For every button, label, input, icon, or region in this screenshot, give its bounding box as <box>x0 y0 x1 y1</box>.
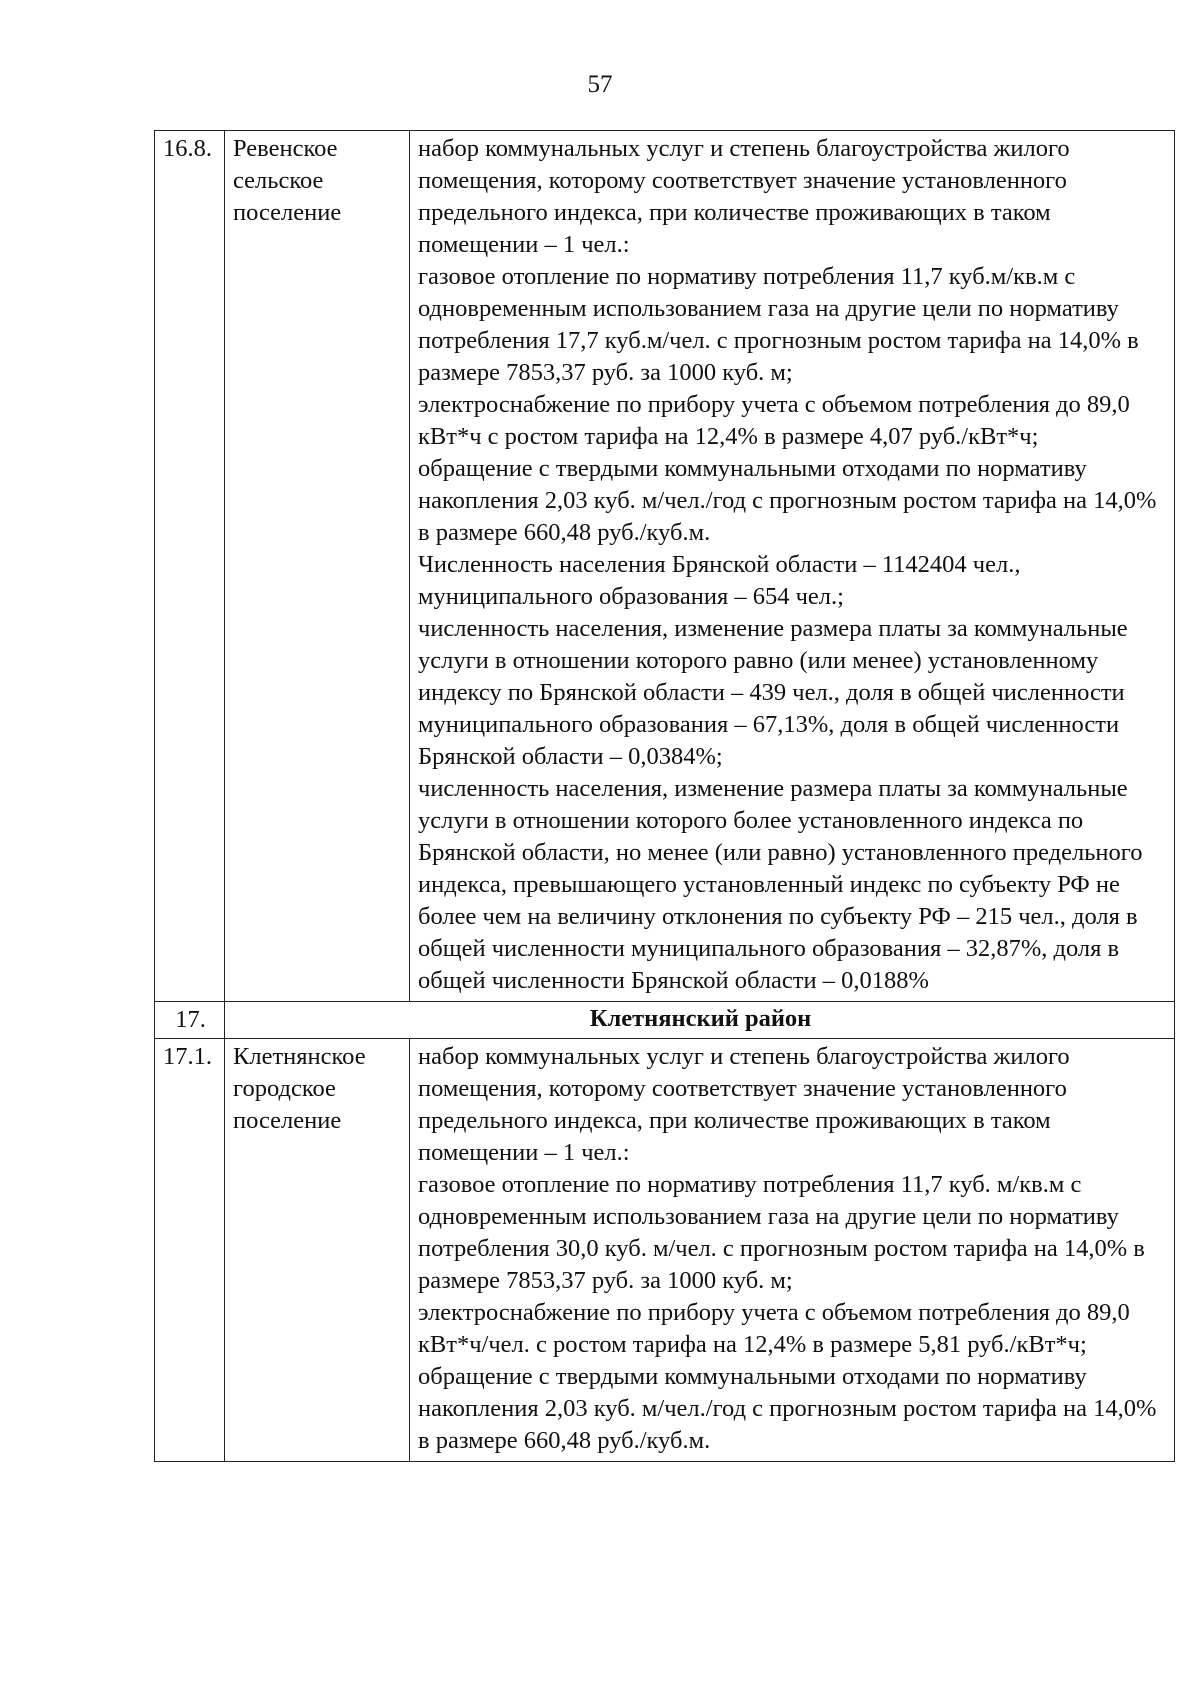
settlement-name-line: поселение <box>233 199 342 226</box>
district-row <box>155 1002 1175 1039</box>
description-paragraph: набор коммунальных услуг и степень благоустройства жилого помещения, которому соответствует значение установленного предельного индекса, при количестве проживающих в таком помещении – 1 чел.: <box>418 135 1070 258</box>
description-paragraph: численность населения, изменение размера платы за коммунальные услуги в отношении которого более установленного индекса по Брянской области, но менее (или равно) установленного предельного индекса, превышающего установленный индекс по субъекту РФ не более чем на величину отклонения по субъекту РФ – 215 чел., доля в общей численности муниципального образования – 32,87%, доля в общей численности Брянской области – 0,0188% <box>418 775 1143 994</box>
settlement-name-line: Клетнянское <box>233 1043 366 1070</box>
description-paragraph: численность населения, изменение размера платы за коммунальные услуги в отношении которого равно (или менее) установленному индексу по Брянской области – 439 чел., доля в общей численности муниципального образования – 67,13%, доля в общей численности Брянской области – 0,0384%; <box>418 615 1128 770</box>
settlement-name-line: поселение <box>233 1107 342 1134</box>
description-paragraph: газовое отопление по нормативу потребления 11,7 куб.м/кв.м с одновременным использованием газа на другие цели по нормативу потребления 17,7 куб.м/чел. с прогнозным ростом тарифа на 14,0% в размере 7853,37 руб. за 1000 куб. м; <box>418 263 1139 386</box>
settlement-description <box>410 1039 1175 1462</box>
table-row <box>155 1039 1175 1462</box>
settlement-name-line: городское <box>233 1075 336 1102</box>
description-paragraph: Численность населения Брянской области – 1142404 чел., муниципального образования – 654 чел.; <box>418 551 1021 610</box>
tariff-table <box>154 130 1175 1462</box>
row-number: 17.1. <box>155 1039 225 1462</box>
row-number: 16.8. <box>155 131 225 1002</box>
description-paragraph: электроснабжение по прибору учета с объемом потребления до 89,0 кВт*ч с ростом тарифа на 12,4% в размере 4,07 руб./кВт*ч; <box>418 391 1130 450</box>
table-row <box>155 131 1175 1002</box>
settlement-description <box>410 131 1175 1002</box>
description-paragraph: набор коммунальных услуг и степень благоустройства жилого помещения, которому соответствует значение установленного предельного индекса, при количестве проживающих в таком помещении – 1 чел.: <box>418 1043 1070 1166</box>
page-number: 57 <box>587 71 613 98</box>
description-paragraph: обращение с твердыми коммунальными отходами по нормативу накопления 2,03 куб. м/чел./год с прогнозным ростом тарифа на 14,0% в размере 660,48 руб./куб.м. <box>418 1363 1157 1454</box>
district-title: Клетнянский район <box>225 1002 1175 1039</box>
row-number: 17. <box>155 1002 225 1039</box>
settlement-name <box>225 1039 410 1462</box>
settlement-name-line: сельское <box>233 167 324 194</box>
description-paragraph: обращение с твердыми коммунальными отходами по нормативу накопления 2,03 куб. м/чел./год с прогнозным ростом тарифа на 14,0% в размере 660,48 руб./куб.м. <box>418 455 1157 546</box>
settlement-name <box>225 131 410 1002</box>
settlement-name-line: Ревенское <box>233 135 338 162</box>
description-paragraph: электроснабжение по прибору учета с объемом потребления до 89,0 кВт*ч/чел. с ростом тарифа на 12,4% в размере 5,81 руб./кВт*ч; <box>418 1299 1130 1358</box>
description-paragraph: газовое отопление по нормативу потребления 11,7 куб. м/кв.м с одновременным использованием газа на другие цели по нормативу потребления 30,0 куб. м/чел. с прогнозным ростом тарифа на 14,0% в размере 7853,37 руб. за 1000 куб. м; <box>418 1171 1145 1294</box>
